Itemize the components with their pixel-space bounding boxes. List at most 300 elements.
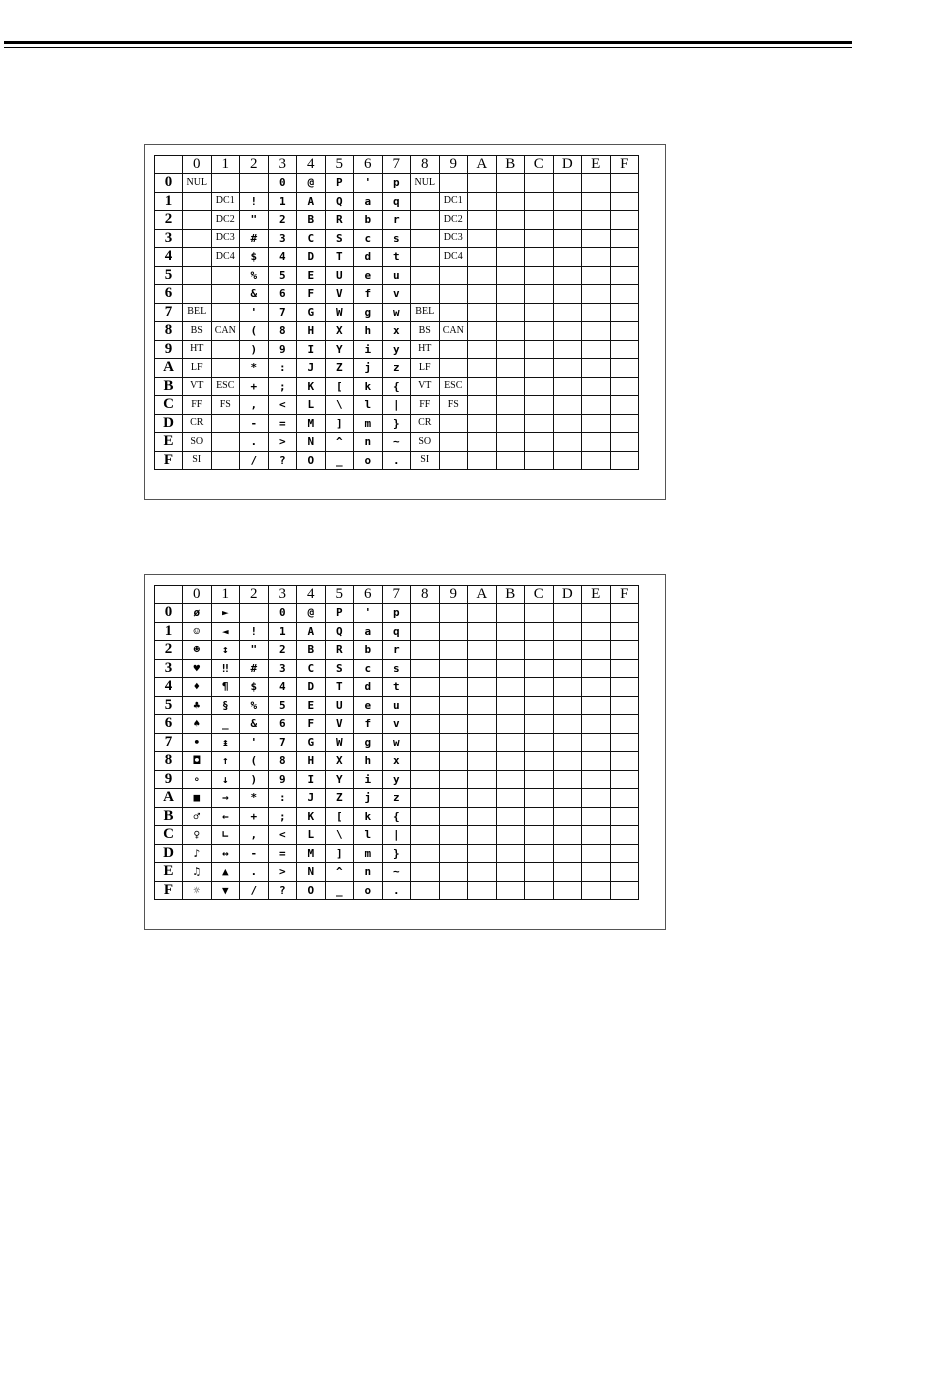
code-cell: R [325,211,354,230]
code-cell: → [211,789,240,808]
code-cell [468,285,497,304]
code-cell [439,414,468,433]
code-cell: B [297,211,326,230]
column-header: F [610,156,639,174]
code-cell [496,285,525,304]
code-cell: : [268,789,297,808]
row-header: 2 [155,211,183,230]
code-cell [496,678,525,697]
code-cell [553,359,582,378]
code-cell: T [325,248,354,267]
row-header: 1 [155,192,183,211]
row-header: A [155,789,183,808]
code-cell: d [354,248,383,267]
row-header: D [155,414,183,433]
code-cell [411,715,440,734]
code-cell [240,174,269,193]
code-cell: ; [268,377,297,396]
row-header: 0 [155,174,183,193]
table-row [155,604,639,623]
code-cell [553,174,582,193]
code-cell: ↕ [211,641,240,660]
code-cell: w [382,303,411,322]
code-cell [439,340,468,359]
code-cell [582,604,611,623]
code-cell [439,622,468,641]
code-cell [496,359,525,378]
column-header: F [610,586,639,604]
code-cell: | [382,396,411,415]
code-cell: Y [325,340,354,359]
code-cell: 2 [268,211,297,230]
code-cell [496,622,525,641]
code-cell: FF [183,396,212,415]
code-cell: ∟ [211,826,240,845]
code-cell: L [297,396,326,415]
table-row [155,377,639,396]
code-cell [468,192,497,211]
code-cell [610,622,639,641]
code-cell: 2 [268,641,297,660]
column-header: 6 [354,156,383,174]
code-cell: i [354,340,383,359]
code-cell: ♀ [183,826,212,845]
code-cell [525,433,554,452]
code-cell [582,622,611,641]
row-header: B [155,377,183,396]
code-cell: $ [240,248,269,267]
code-cell: • [183,733,212,752]
code-cell: # [240,659,269,678]
code-cell: g [354,303,383,322]
code-cell: E [297,266,326,285]
code-cell [211,266,240,285]
code-cell [610,266,639,285]
code-cell: t [382,678,411,697]
code-cell [582,211,611,230]
code-cell [553,733,582,752]
code-cell [411,659,440,678]
column-header: 8 [411,156,440,174]
code-cell: SO [183,433,212,452]
row-header: E [155,863,183,882]
code-cell [468,414,497,433]
code-cell [582,359,611,378]
code-cell: ♂ [183,807,212,826]
code-cell: q [382,192,411,211]
table-row [155,752,639,771]
code-cell [468,359,497,378]
code-cell: / [240,881,269,900]
code-cell [610,414,639,433]
code-cell: K [297,807,326,826]
code-cell [468,340,497,359]
code-cell: k [354,377,383,396]
code-cell [183,266,212,285]
code-cell: ¶ [211,678,240,697]
code-cell: ▲ [211,863,240,882]
code-cell [411,844,440,863]
code-cell [211,359,240,378]
code-cell: 3 [268,229,297,248]
row-header: A [155,359,183,378]
code-cell: / [240,451,269,470]
table-row [155,659,639,678]
code-cell: K [297,377,326,396]
column-header: 1 [211,586,240,604]
code-cell [525,807,554,826]
code-cell: v [382,715,411,734]
code-cell [582,174,611,193]
code-cell: j [354,359,383,378]
code-cell [553,696,582,715]
code-cell: _ [325,881,354,900]
code-cell: w [382,733,411,752]
table-row [155,396,639,415]
row-header: 9 [155,340,183,359]
code-cell [496,266,525,285]
code-cell: ESC [439,377,468,396]
code-cell [411,826,440,845]
code-cell [610,433,639,452]
row-header: B [155,807,183,826]
column-header: 8 [411,586,440,604]
column-header: 0 [183,156,212,174]
code-cell: + [240,377,269,396]
code-cell [439,733,468,752]
code-cell: C [297,659,326,678]
code-cell [496,174,525,193]
code-cell: n [354,863,383,882]
code-cell: DC1 [211,192,240,211]
code-cell: 0 [268,174,297,193]
code-cell: A [297,622,326,641]
code-cell [553,604,582,623]
code-cell: * [240,789,269,808]
code-cell: S [325,659,354,678]
code-cell: Q [325,192,354,211]
code-cell [496,733,525,752]
code-cell: s [382,659,411,678]
table-row [155,789,639,808]
code-cell [525,451,554,470]
code-cell [468,604,497,623]
code-cell [525,229,554,248]
code-cell: V [325,715,354,734]
code-cell [496,211,525,230]
code-cell: 6 [268,285,297,304]
code-cell [610,789,639,808]
code-cell: \ [325,396,354,415]
code-cell [525,622,554,641]
code-cell: ♠ [183,715,212,734]
code-cell [610,248,639,267]
code-cell [468,433,497,452]
table-row [155,715,639,734]
code-cell: p [382,604,411,623]
code-cell [610,641,639,660]
code-cell [582,433,611,452]
code-cell: D [297,248,326,267]
code-cell: , [240,826,269,845]
row-header: F [155,881,183,900]
code-cell: R [325,641,354,660]
column-header: 5 [325,156,354,174]
code-cell [610,192,639,211]
code-cell: G [297,733,326,752]
code-cell [610,826,639,845]
code-cell [610,451,639,470]
code-cell: g [354,733,383,752]
table-row [155,844,639,863]
code-cell [439,715,468,734]
code-cell: @ [297,174,326,193]
code-cell: { [382,807,411,826]
code-cell [553,863,582,882]
code-cell: f [354,715,383,734]
code-cell [439,863,468,882]
code-cell [439,789,468,808]
code-cell [496,881,525,900]
code-cell: 8 [268,752,297,771]
code-cell: ~ [382,433,411,452]
code-cell: & [240,285,269,304]
table-row [155,733,639,752]
code-cell [411,789,440,808]
code-cell [439,303,468,322]
code-cell: Y [325,770,354,789]
code-cell: n [354,433,383,452]
table-row [155,622,639,641]
code-cell [553,266,582,285]
code-cell [496,229,525,248]
code-cell [468,752,497,771]
table-row [155,770,639,789]
code-cell: } [382,414,411,433]
corner-cell [155,586,183,604]
code-cell: o [354,451,383,470]
code-cell: ' [240,303,269,322]
code-cell [496,433,525,452]
code-cell: c [354,659,383,678]
table-row [155,266,639,285]
code-cell: < [268,396,297,415]
code-cell: ESC [211,377,240,396]
code-cell: ] [325,414,354,433]
table-row [155,340,639,359]
code-table-2-grid [154,585,639,900]
code-cell [553,433,582,452]
code-cell [411,229,440,248]
column-header: 9 [439,156,468,174]
table-row [155,451,639,470]
code-cell [468,322,497,341]
code-cell [468,396,497,415]
code-cell [496,789,525,808]
code-cell [411,881,440,900]
code-cell: Q [325,622,354,641]
column-header: A [468,586,497,604]
code-cell [525,826,554,845]
code-cell: V [325,285,354,304]
code-cell [553,622,582,641]
code-cell: 9 [268,770,297,789]
code-cell [183,192,212,211]
code-cell: - [240,844,269,863]
code-cell: § [211,696,240,715]
code-cell: CR [183,414,212,433]
code-cell: DC4 [211,248,240,267]
code-cell: , [240,396,269,415]
row-header: D [155,844,183,863]
code-cell: DC1 [439,192,468,211]
code-cell: W [325,303,354,322]
code-cell [525,641,554,660]
table-row [155,229,639,248]
code-cell: | [382,826,411,845]
code-cell [553,377,582,396]
column-header: B [496,156,525,174]
code-cell [525,396,554,415]
code-cell: NUL [183,174,212,193]
code-cell [582,303,611,322]
code-cell: h [354,752,383,771]
column-header: 3 [268,586,297,604]
row-header: 8 [155,752,183,771]
code-cell: b [354,211,383,230]
code-cell [610,752,639,771]
code-cell: j [354,789,383,808]
code-cell [496,192,525,211]
code-cell [439,881,468,900]
code-cell: T [325,678,354,697]
code-cell [610,377,639,396]
code-cell [439,678,468,697]
code-cell: z [382,789,411,808]
code-cell [525,604,554,623]
code-cell [411,733,440,752]
code-cell: DC3 [211,229,240,248]
table-row [155,863,639,882]
code-cell: VT [183,377,212,396]
code-cell: m [354,844,383,863]
code-cell: ↓ [211,770,240,789]
code-cell: h [354,322,383,341]
code-cell: 1 [268,192,297,211]
code-cell [211,451,240,470]
code-cell: p [382,174,411,193]
row-header: 2 [155,641,183,660]
table-row [155,881,639,900]
code-cell: LF [411,359,440,378]
code-cell [553,451,582,470]
code-cell [411,211,440,230]
code-cell: ↑ [211,752,240,771]
code-cell: = [268,414,297,433]
code-cell [525,678,554,697]
row-header: 9 [155,770,183,789]
code-cell [610,881,639,900]
code-cell: 4 [268,248,297,267]
row-header: C [155,396,183,415]
code-cell [582,881,611,900]
code-cell [439,826,468,845]
code-cell [468,266,497,285]
table-row [155,433,639,452]
code-cell [553,303,582,322]
code-cell: e [354,266,383,285]
code-cell [496,451,525,470]
code-cell [610,211,639,230]
code-cell: Z [325,359,354,378]
code-cell [468,696,497,715]
code-cell: M [297,414,326,433]
code-cell [582,678,611,697]
code-cell: F [297,715,326,734]
table-row [155,248,639,267]
code-cell: 5 [268,696,297,715]
code-cell: o [354,881,383,900]
column-header: B [496,586,525,604]
code-cell: ↨ [211,733,240,752]
code-cell [582,396,611,415]
code-cell [525,733,554,752]
code-cell: c [354,229,383,248]
code-cell: = [268,844,297,863]
code-cell: - [240,414,269,433]
code-cell [439,359,468,378]
code-cell: q [382,622,411,641]
code-cell: DC4 [439,248,468,267]
code-cell: a [354,622,383,641]
code-cell [525,303,554,322]
code-cell [496,322,525,341]
table-row [155,322,639,341]
code-cell: x [382,752,411,771]
code-cell [553,340,582,359]
code-cell [553,396,582,415]
code-cell [411,622,440,641]
code-cell [610,174,639,193]
code-cell: _ [325,451,354,470]
code-cell: BS [411,322,440,341]
code-cell [525,377,554,396]
code-cell: ; [268,807,297,826]
code-cell: P [325,604,354,623]
code-cell: 7 [268,733,297,752]
code-cell [468,451,497,470]
column-header: 4 [297,586,326,604]
code-cell [610,715,639,734]
code-cell: C [297,229,326,248]
column-header: 3 [268,156,297,174]
code-cell [468,807,497,826]
table-row [155,359,639,378]
code-cell [468,229,497,248]
table-row [155,414,639,433]
table-row [155,211,639,230]
code-cell [610,678,639,697]
code-cell [553,752,582,771]
code-cell: ← [211,807,240,826]
code-cell [553,414,582,433]
code-cell [439,285,468,304]
code-cell: HT [183,340,212,359]
code-cell: DC3 [439,229,468,248]
code-cell: " [240,211,269,230]
code-cell: X [325,752,354,771]
code-cell [582,844,611,863]
